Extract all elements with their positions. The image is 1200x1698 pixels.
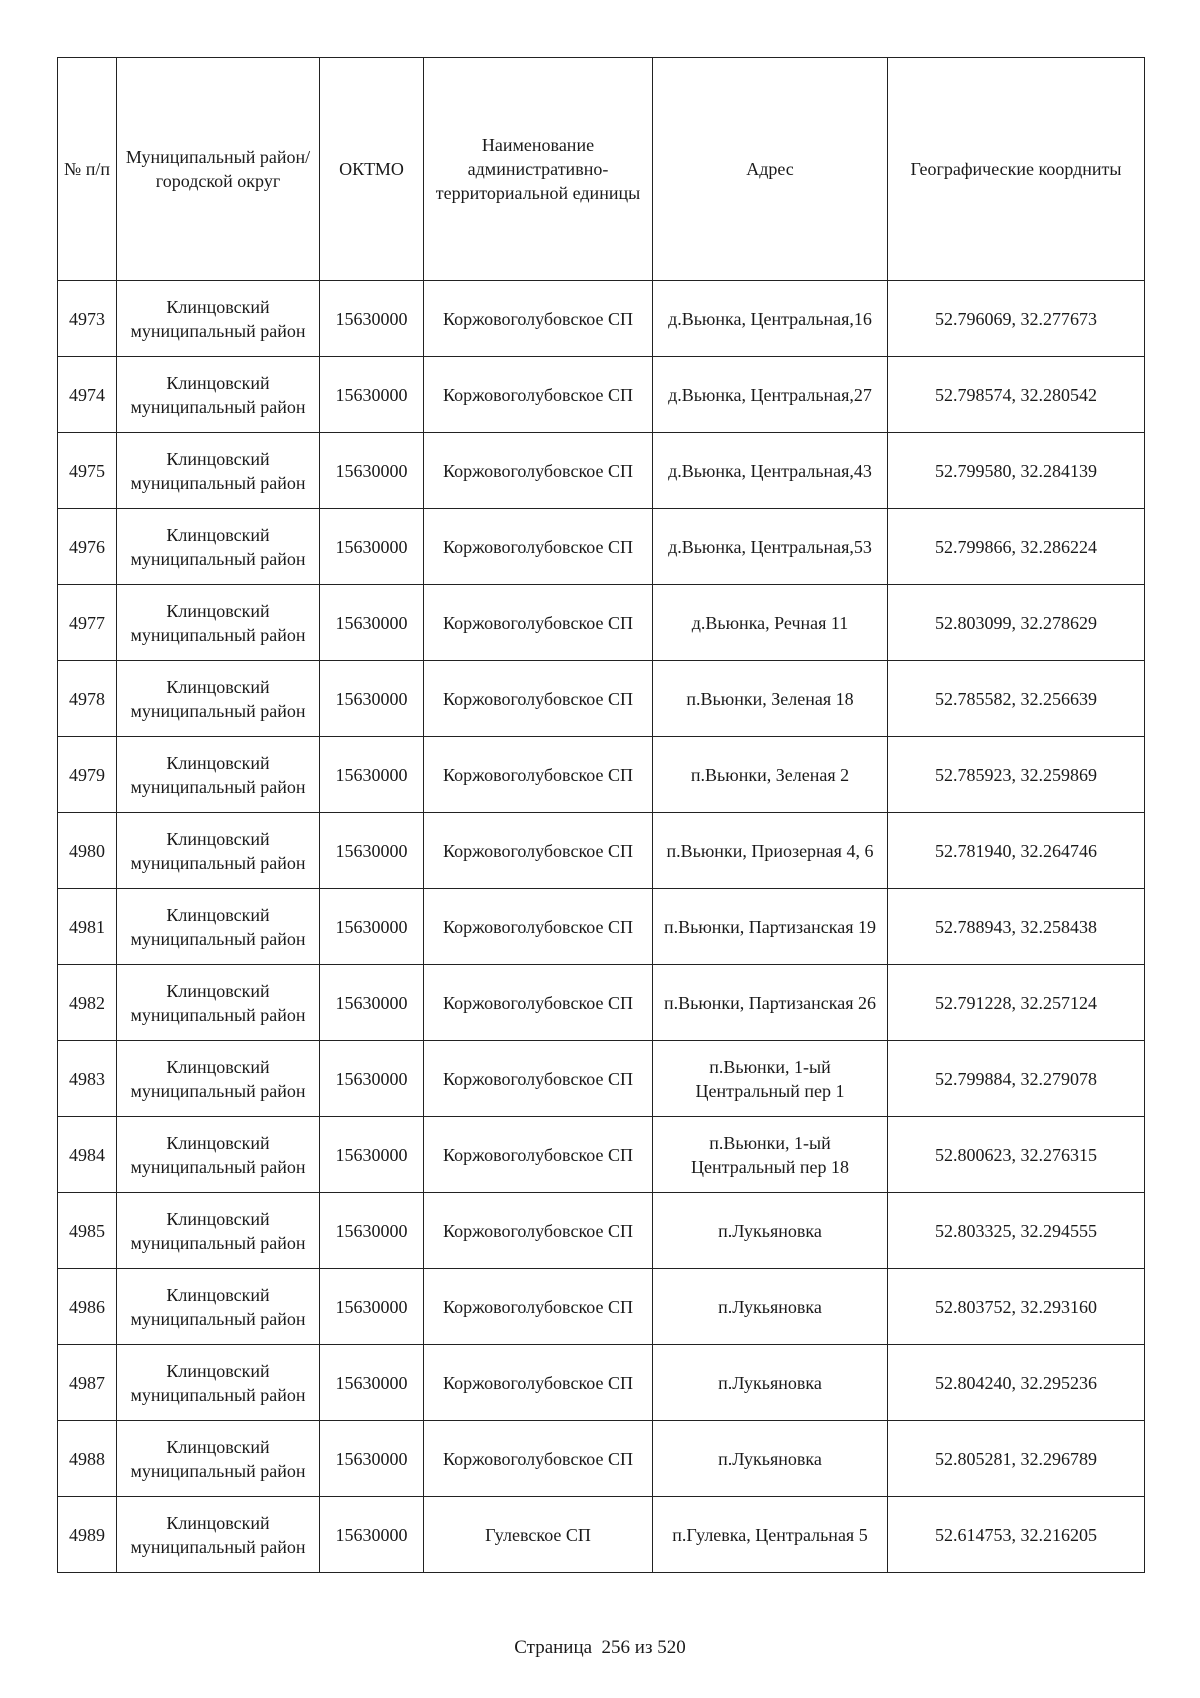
cell-unit: Коржовоголубовское СП: [424, 813, 653, 889]
cell-district: Клинцовский муниципальный район: [117, 661, 320, 737]
header-geo: Географические коордниты: [888, 58, 1145, 281]
page-number: Страница 256 из 520: [514, 1637, 686, 1658]
table-row: [58, 585, 1145, 661]
header-address: Адрес: [653, 58, 888, 281]
cell-num: 4978: [58, 661, 117, 737]
cell-district: Клинцовский муниципальный район: [117, 433, 320, 509]
cell-oktmo: 15630000: [320, 813, 424, 889]
cell-address: п.Лукьяновка: [653, 1193, 888, 1269]
cell-num: 4976: [58, 509, 117, 585]
cell-oktmo: 15630000: [320, 1421, 424, 1497]
cell-oktmo: 15630000: [320, 1193, 424, 1269]
table-body: [58, 281, 1145, 1573]
cell-num: 4974: [58, 357, 117, 433]
cell-unit: Коржовоголубовское СП: [424, 1041, 653, 1117]
cell-unit: Коржовоголубовское СП: [424, 1269, 653, 1345]
cell-num: 4973: [58, 281, 117, 357]
cell-unit: Коржовоголубовское СП: [424, 433, 653, 509]
cell-district: Клинцовский муниципальный район: [117, 1041, 320, 1117]
cell-oktmo: 15630000: [320, 509, 424, 585]
cell-address: п.Вьюнки, 1-ый Центральный пер 18: [653, 1117, 888, 1193]
table-row: [58, 1345, 1145, 1421]
cell-geo: 52.791228, 32.257124: [888, 965, 1145, 1041]
cell-geo: 52.803325, 32.294555: [888, 1193, 1145, 1269]
cell-district: Клинцовский муниципальный район: [117, 1497, 320, 1573]
header-num: № п/п: [58, 58, 117, 281]
cell-num: 4979: [58, 737, 117, 813]
cell-address: д.Вьюнка, Центральная,16: [653, 281, 888, 357]
table-row: [58, 889, 1145, 965]
cell-num: 4983: [58, 1041, 117, 1117]
cell-geo: 52.796069, 32.277673: [888, 281, 1145, 357]
cell-address: д.Вьюнка, Центральная,43: [653, 433, 888, 509]
cell-num: 4987: [58, 1345, 117, 1421]
cell-district: Клинцовский муниципальный район: [117, 737, 320, 813]
cell-address: п.Вьюнки, Партизанская 19: [653, 889, 888, 965]
cell-oktmo: 15630000: [320, 889, 424, 965]
table-row: [58, 357, 1145, 433]
cell-unit: Коржовоголубовское СП: [424, 1193, 653, 1269]
cell-district: Клинцовский муниципальный район: [117, 1421, 320, 1497]
table-row: [58, 1269, 1145, 1345]
cell-geo: 52.798574, 32.280542: [888, 357, 1145, 433]
registry-table: [57, 57, 1145, 1573]
cell-oktmo: 15630000: [320, 585, 424, 661]
cell-address: п.Лукьяновка: [653, 1269, 888, 1345]
table-header: [58, 58, 1145, 281]
cell-district: Клинцовский муниципальный район: [117, 965, 320, 1041]
cell-district: Клинцовский муниципальный район: [117, 1269, 320, 1345]
table-row: [58, 813, 1145, 889]
cell-oktmo: 15630000: [320, 1269, 424, 1345]
cell-num: 4975: [58, 433, 117, 509]
cell-unit: Коржовоголубовское СП: [424, 737, 653, 813]
cell-num: 4980: [58, 813, 117, 889]
cell-unit: Коржовоголубовское СП: [424, 965, 653, 1041]
cell-oktmo: 15630000: [320, 1117, 424, 1193]
header-oktmo: ОКТМО: [320, 58, 424, 281]
cell-unit: Гулевское СП: [424, 1497, 653, 1573]
cell-address: д.Вьюнка, Речная 11: [653, 585, 888, 661]
cell-district: Клинцовский муниципальный район: [117, 1193, 320, 1269]
cell-geo: 52.805281, 32.296789: [888, 1421, 1145, 1497]
page-footer: [0, 1637, 1200, 1659]
cell-unit: Коржовоголубовское СП: [424, 661, 653, 737]
table-row: [58, 1041, 1145, 1117]
cell-num: 4986: [58, 1269, 117, 1345]
cell-unit: Коржовоголубовское СП: [424, 357, 653, 433]
cell-unit: Коржовоголубовское СП: [424, 509, 653, 585]
cell-geo: 52.803099, 32.278629: [888, 585, 1145, 661]
cell-district: Клинцовский муниципальный район: [117, 585, 320, 661]
table-row: [58, 433, 1145, 509]
cell-district: Клинцовский муниципальный район: [117, 509, 320, 585]
cell-num: 4982: [58, 965, 117, 1041]
cell-address: п.Вьюнки, 1-ый Центральный пер 1: [653, 1041, 888, 1117]
table-row: [58, 1193, 1145, 1269]
cell-geo: 52.785923, 32.259869: [888, 737, 1145, 813]
cell-unit: Коржовоголубовское СП: [424, 1345, 653, 1421]
cell-address: п.Вьюнки, Приозерная 4, 6: [653, 813, 888, 889]
header-unit: Наименование административно-территориальной единицы: [424, 58, 653, 281]
cell-oktmo: 15630000: [320, 965, 424, 1041]
cell-geo: 52.799580, 32.284139: [888, 433, 1145, 509]
cell-oktmo: 15630000: [320, 1041, 424, 1117]
table-row: [58, 1497, 1145, 1573]
cell-num: 4989: [58, 1497, 117, 1573]
cell-address: д.Вьюнка, Центральная,53: [653, 509, 888, 585]
cell-geo: 52.803752, 32.293160: [888, 1269, 1145, 1345]
table-row: [58, 281, 1145, 357]
cell-geo: 52.800623, 32.276315: [888, 1117, 1145, 1193]
cell-address: п.Лукьяновка: [653, 1421, 888, 1497]
cell-geo: 52.804240, 32.295236: [888, 1345, 1145, 1421]
table-row: [58, 1117, 1145, 1193]
cell-district: Клинцовский муниципальный район: [117, 281, 320, 357]
cell-address: п.Гулевка, Центральная 5: [653, 1497, 888, 1573]
cell-district: Клинцовский муниципальный район: [117, 357, 320, 433]
cell-oktmo: 15630000: [320, 661, 424, 737]
cell-geo: 52.788943, 32.258438: [888, 889, 1145, 965]
cell-district: Клинцовский муниципальный район: [117, 1345, 320, 1421]
cell-geo: 52.781940, 32.264746: [888, 813, 1145, 889]
cell-oktmo: 15630000: [320, 1497, 424, 1573]
cell-unit: Коржовоголубовское СП: [424, 281, 653, 357]
cell-unit: Коржовоголубовское СП: [424, 1117, 653, 1193]
cell-oktmo: 15630000: [320, 737, 424, 813]
cell-address: п.Вьюнки, Партизанская 26: [653, 965, 888, 1041]
cell-unit: Коржовоголубовское СП: [424, 585, 653, 661]
cell-district: Клинцовский муниципальный район: [117, 1117, 320, 1193]
cell-num: 4984: [58, 1117, 117, 1193]
table-row: [58, 661, 1145, 737]
cell-num: 4985: [58, 1193, 117, 1269]
cell-oktmo: 15630000: [320, 281, 424, 357]
cell-address: п.Вьюнки, Зеленая 2: [653, 737, 888, 813]
cell-geo: 52.799866, 32.286224: [888, 509, 1145, 585]
table-row: [58, 509, 1145, 585]
cell-address: д.Вьюнка, Центральная,27: [653, 357, 888, 433]
cell-num: 4977: [58, 585, 117, 661]
cell-oktmo: 15630000: [320, 357, 424, 433]
cell-num: 4981: [58, 889, 117, 965]
table-row: [58, 737, 1145, 813]
cell-district: Клинцовский муниципальный район: [117, 889, 320, 965]
header-row: [58, 58, 1145, 281]
cell-district: Клинцовский муниципальный район: [117, 813, 320, 889]
cell-geo: 52.614753, 32.216205: [888, 1497, 1145, 1573]
cell-oktmo: 15630000: [320, 1345, 424, 1421]
cell-unit: Коржовоголубовское СП: [424, 1421, 653, 1497]
table-row: [58, 965, 1145, 1041]
cell-address: п.Лукьяновка: [653, 1345, 888, 1421]
header-district: Муниципальный район/городской округ: [117, 58, 320, 281]
cell-address: п.Вьюнки, Зеленая 18: [653, 661, 888, 737]
cell-geo: 52.799884, 32.279078: [888, 1041, 1145, 1117]
cell-unit: Коржовоголубовское СП: [424, 889, 653, 965]
table-row: [58, 1421, 1145, 1497]
cell-oktmo: 15630000: [320, 433, 424, 509]
cell-num: 4988: [58, 1421, 117, 1497]
cell-geo: 52.785582, 32.256639: [888, 661, 1145, 737]
